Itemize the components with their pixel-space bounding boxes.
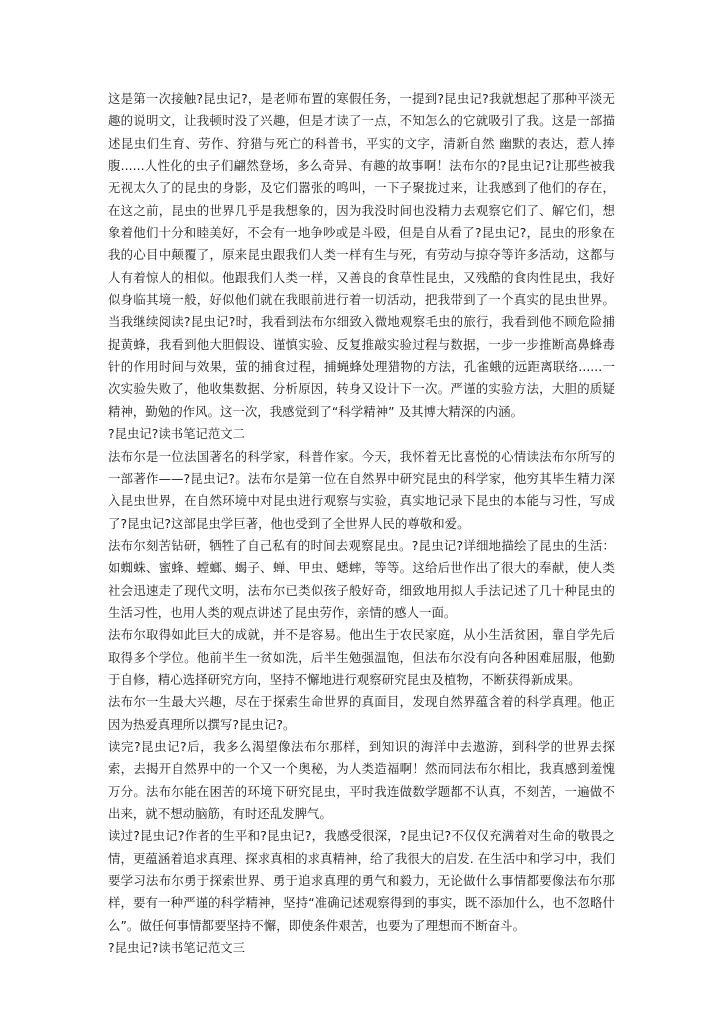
section-heading-2: ?昆虫记?读书笔记范文二 [108,426,246,442]
paragraph-life: 法布尔取得如此巨大的成就，并不是容易。他出生于农民家庭，从小生活贫困，靠自学先后取得多个学位。他前半生一贫如洗，后半生勉强温饱，但法布尔没有向各种困难屈服，他勤于自修，精心选择研究方向，坚持不懈地进行观察研究昆虫及植物，不断获得新成果。 [108,627,615,687]
paragraph-reflection: 读完?昆虫记?后，我多么渴望像法布尔那样，到知识的海洋中去遨游，到科学的世界去探索，去揭开自然界中的一个又一个奥秘，为人类造福啊！然而同法布尔相比，我真感到羞愧万分。法布尔能在困苦的环境下研究昆虫，平时我连做数学题都不认真，不刻苦，一遍做不出来，就不想动脑筋，有时还乱发脾气。 [108,738,615,821]
paragraph-lesson: 读过?昆虫记?作者的生平和?昆虫记?，我感受很深，?昆虫记?不仅仅充满着对生命的敬畏之情，更蕴涵着追求真理、探求真相的求真精神，给了我很大的启发. 在生活中和学习中，我们要学习法布尔勇于探索世界、勇于追求真理的勇气和毅力，无论做什么事情都要像法布尔那样，要有一种严谨的科学精神，坚持“准确记述观察得到的事实，既不添加什么，也不忽略什么”。做任何事情都要坚持不懈，即使条件艰苦，也要为了理想而不断奋斗。 [108,828,615,933]
document-page [108,88,615,959]
section-heading-3: ?昆虫记?读书笔记范文三 [108,940,246,956]
paragraph-intro: 这是第一次接触?昆虫记?，是老师布置的寒假任务，一提到?昆虫记?我就想起了那种平淡无趣的说明文，让我顿时没了兴趣，但是才读了一点，不知怎么的它就吸引了我。这是一部描述昆虫们生育、劳作、狩猎与死亡的科普书，平实的文字，清新自然 幽默的表达，惹人捧腹......人性化的虫子们翩然登场，多么奇异、有趣的故事啊！法布尔的?昆虫记?让那些被我无视太久了的昆虫的身影，及它们嚣张的鸣叫，一下子聚拢过来，让我感到了他们的存在，在这之前，昆虫的世界几乎是我想象的，因为我没时间也没精力去观察它们了、解它们，想象着他们十分和睦美好，不会有一地争吵或是斗殴，但是自从看了?昆虫记?，昆虫的形象在我的心目中颠覆了，原来昆虫跟我们人类一样有生与死，有劳动与掠夺等许多活动，这都与人有着惊人的相似。他跟我们人类一样，又善良的食草性昆虫，又残酷的食肉性昆虫，我好似身临其境一般，好似他们就在我眼前进行着一切活动，把我带到了一个真实的昆虫世界。当我继续阅读?昆虫记?时，我看到法布尔细致入微地观察毛虫的旅行，我看到他不顾危险捕捉黄蜂，我看到他大胆假设、谨慎实验、反复推敲实验过程与数据，一步一步推断高鼻蜂毒针的作用时间与效果，萤的捕食过程，捕蝇蜂处理猎物的方法，孔雀蛾的远距离联络......一次实验失败了，他收集数据、分析原因，转身又设计下一次。严谨的实验方法，大胆的质疑精神，勤勉的作风。这一次，我感觉到了“科学精神” 及其博大精深的内涵。 [108,91,615,419]
paragraph-interest: 法布尔一生最大兴趣，尽在于探索生命世界的真面目，发现自然界蕴含着的科学真理。他正因为热爱真理所以撰写?昆虫记?。 [108,694,615,732]
paragraph-author: 法布尔是一位法国著名的科学家，科普作家。今天，我怀着无比喜悦的心情读法布尔所写的一部著作——?昆虫记?。法布尔是第一位在自然界中研究昆虫的科学家，他穷其毕生精力深入昆虫世界，在自然环境中对昆虫进行观察与实验，真实地记录下昆虫的本能与习性，写成了?昆虫记?这部昆虫学巨著，他也受到了全世界人民的尊敬和爱。 [108,448,615,531]
paragraph-research: 法布尔刻苦钻研，牺牲了自己私有的时间去观察昆虫。?昆虫记?详细地描绘了昆虫的生活：如蜘蛛、蜜蜂、螳螂、蝎子、蝉、甲虫、蟋蟀，等等。这给后世作出了很大的奉献，使人类社会迅速走了现代文明，法布尔已类似孩子般好奇，细致地用拟人手法记述了几十种昆虫的生活习性，也用人类的观点讲述了昆虫劳作，亲情的感人一面。 [108,537,615,620]
